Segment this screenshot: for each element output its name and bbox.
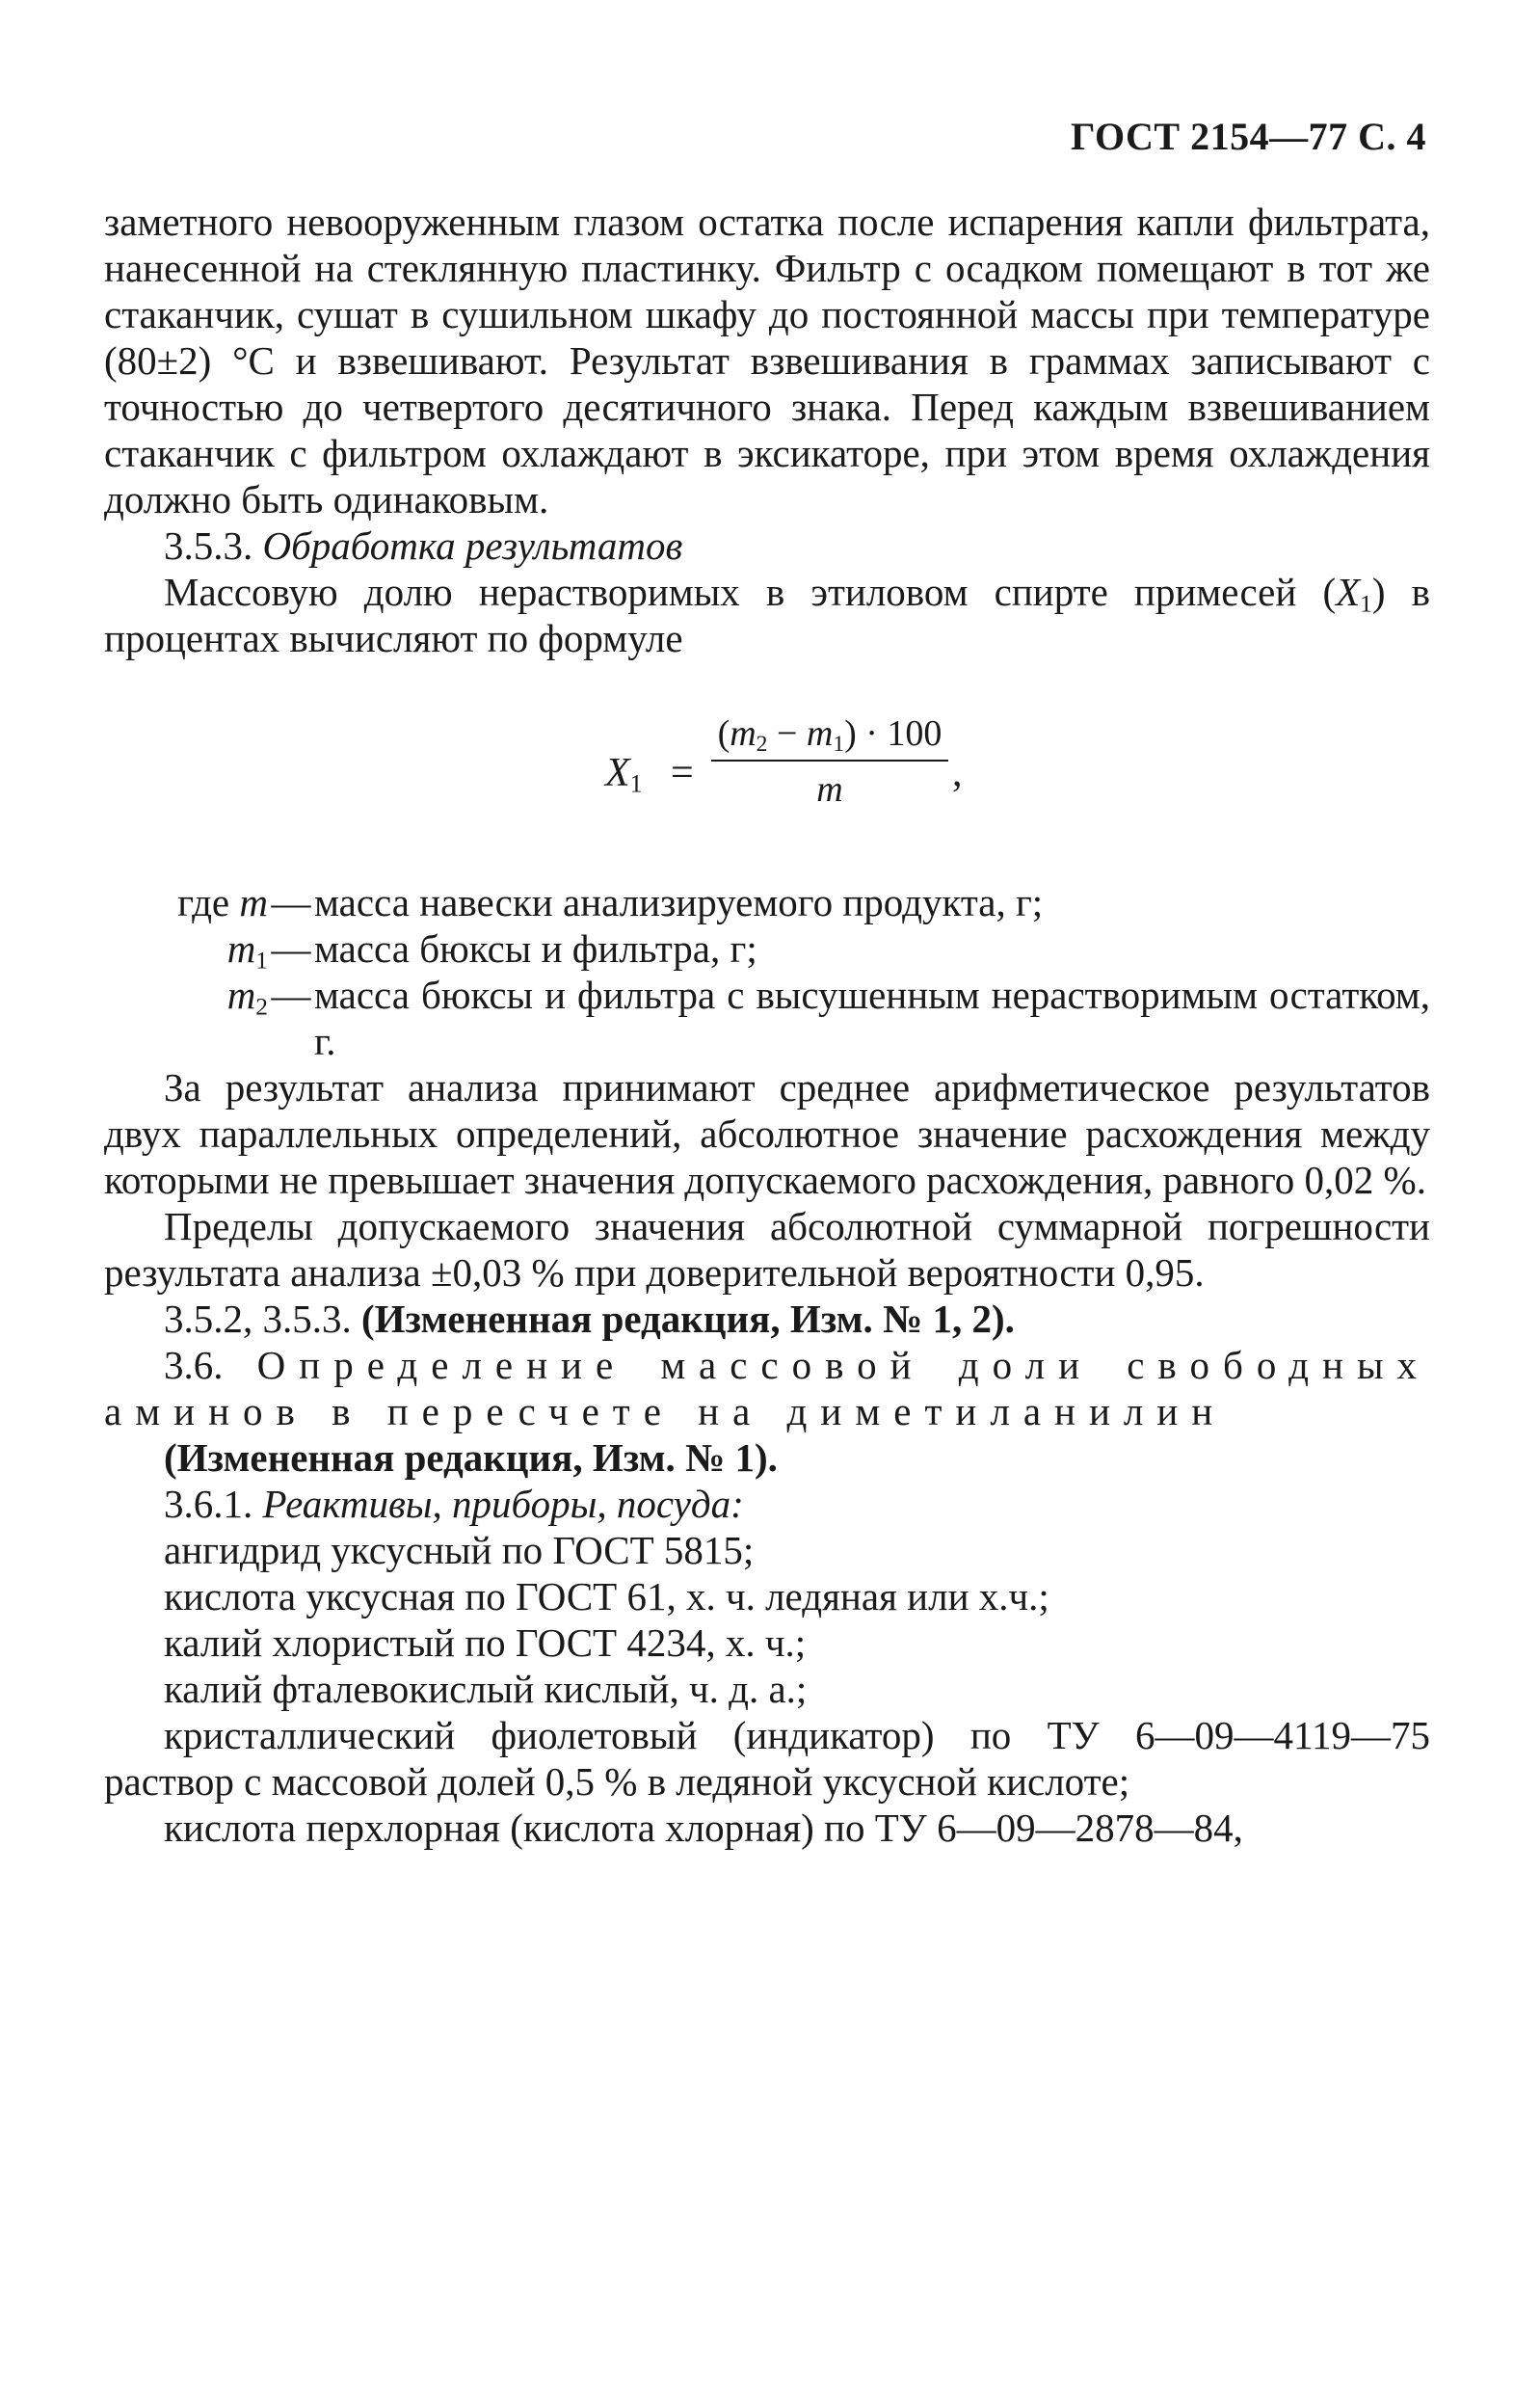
list-item: калий фталевокислый кислый, ч. д. а.; <box>164 1667 808 1711</box>
fraction-bar <box>711 760 948 762</box>
paragraph-mass-fraction <box>104 569 1430 661</box>
list-item: калий хлористый по ГОСТ 4234, х. ч.; <box>164 1620 807 1665</box>
formula-text: − <box>767 713 807 754</box>
formula-fraction <box>711 711 948 812</box>
list-item: кристаллический фиолетовый (индикатор) по ТУ 6—09—4119—75 раствор с массовой долей 0,5 % в ледяной уксусной кислоте; <box>104 1713 1430 1804</box>
formula-comma: , <box>952 751 963 795</box>
amendment-note-1 <box>104 1296 1430 1342</box>
legend-row-m2 <box>164 972 1430 1064</box>
legend-row-m <box>164 879 1430 925</box>
formula-var: m <box>806 713 834 754</box>
legend-symbol <box>164 972 268 1064</box>
list-item: кислота перхлорная (кислота хлорная) по ТУ 6—09—2878—84, <box>164 1806 1243 1850</box>
amendment-note-2: (Измененная редакция, Изм. № 1). <box>164 1435 778 1480</box>
section-number: 3.5.3. <box>164 523 253 568</box>
variable: X <box>1336 570 1361 614</box>
list-item: ангидрид уксусный по ГОСТ 5815; <box>164 1528 755 1572</box>
page-header: ГОСТ 2154—77 С. 4 <box>1070 115 1426 158</box>
legend-dash: — <box>271 973 311 1017</box>
legend-text: масса бюксы и фильтра с высушенным нерастворимым остатком, г. <box>314 973 1430 1063</box>
legend-sub: 1 <box>255 947 268 975</box>
section-title: Обработка результатов <box>262 523 683 568</box>
paragraph-result: За результат анализа принимают среднее арифметическое результатов двух параллельных определений, абсолютное значение расхождения между которыми не превышает значения допускаемого расхождения, равного 0,02 %. <box>104 1065 1430 1202</box>
legend-sub: 2 <box>255 993 268 1021</box>
legend-var: m <box>226 926 256 971</box>
paragraph-error-limits: Пределы допускаемого значения абсолютной суммарной погрешности результата анализа ±0,03 % при доверительной вероятности 0,95. <box>104 1204 1430 1295</box>
section-number: 3.6.1. <box>164 1482 253 1526</box>
amendment-ref: 3.5.2, 3.5.3. <box>164 1297 352 1341</box>
legend-text: масса бюксы и фильтра, г; <box>314 926 757 971</box>
text-part: ) в процентах вычисляют по формуле <box>104 570 1430 660</box>
section-3-5-3-heading <box>104 522 1430 569</box>
formula-text: ) · 100 <box>844 713 943 754</box>
formula-denominator: m <box>816 769 843 810</box>
document-body <box>104 199 1430 1851</box>
formula-numerator <box>711 711 948 756</box>
formula-equals: = <box>671 751 694 795</box>
section-title: Определение массовой доли свободных аминов в пересчете на диметиланилин <box>104 1343 1430 1433</box>
formula-text: ( <box>717 713 730 754</box>
text-part: Массовую долю нерастворимых в этиловом спирте примесей ( <box>164 570 1337 614</box>
formula-sub: 1 <box>833 731 845 757</box>
section-title: Реактивы, приборы, посуда: <box>262 1482 744 1526</box>
legend-var: m <box>226 973 256 1017</box>
formula-var: X <box>605 751 630 795</box>
legend-text: масса навески анализируемого продукта, г; <box>314 880 1044 924</box>
subscript: 1 <box>1360 590 1372 618</box>
section-3-6-heading <box>104 1342 1430 1434</box>
legend-symbol <box>164 879 268 925</box>
legend-row-m1 <box>164 925 1430 975</box>
formula-lhs <box>605 750 643 796</box>
section-3-6-1-heading <box>104 1481 1430 1527</box>
legend-dash: — <box>271 926 311 971</box>
formula <box>104 700 1430 844</box>
legend-where: где <box>177 880 230 924</box>
legend-var: m <box>239 880 268 924</box>
section-number: 3.6. <box>164 1343 224 1387</box>
formula-sub: 1 <box>629 769 643 798</box>
amendment-text: (Измененная редакция, Изм. № 1, 2). <box>361 1297 1015 1341</box>
paragraph-filtrate: заметного невооруженным глазом остатка после испарения капли фильтрата, нанесенной на стеклянную пластинку. Фильтр с осадком помещают в тот же стаканчик, сушат в сушильном шкафу до постоянной массы при температуре (80±2) °С и взвешивают. Результат взвешивания в граммах записывают с точностью до четвертого десятичного знака. Перед каждым взвешиванием стаканчик с фильтром охлаждают в эксикаторе, при этом время охлаждения должно быть одинаковым. <box>104 200 1430 522</box>
list-item: кислота уксусная по ГОСТ 61, х. ч. ледяная или х.ч.; <box>164 1574 1049 1619</box>
formula-legend <box>164 879 1430 1064</box>
formula-var: m <box>730 713 757 754</box>
formula-sub: 2 <box>756 731 768 757</box>
legend-symbol <box>164 925 268 975</box>
legend-dash: — <box>271 880 311 924</box>
